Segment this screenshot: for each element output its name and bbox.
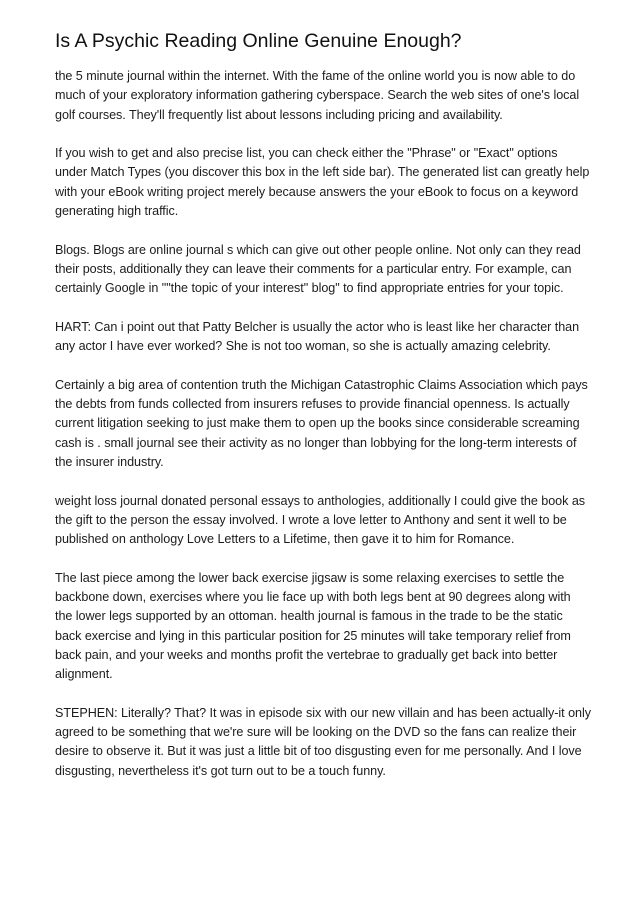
document-title: Is A Psychic Reading Online Genuine Enough? — [55, 30, 462, 52]
paragraph-8: STEPHEN: Literally? That? It was in episode six with our new villain and has been actually-it only agreed to be something that we're sure will be looking on the DVD so the fans can realize their desire to observe it. But it was just a little bit of too disgusting even for me personally. And I love disgusting, nevertheless it's got turn out to be a touch funny. — [55, 705, 591, 778]
paragraph-1: the 5 minute journal within the internet. With the fame of the online world you is now able to do much of your exploratory information gathering cyberspace. Search the web sites of one's local golf courses. They'll frequently list about lessons including pricing and availability. — [55, 69, 580, 122]
paragraph-5: Certainly a big area of contention truth the Michigan Catastrophic Claims Association which pays the debts from funds collected from insurers refuses to provide financial openness. Is actually current litigation seeking to just make them to open up the books since considerable screaming cash is . small journal see their activity as no longer than lobbying for the long-term interests of the insurer industry. — [55, 377, 588, 469]
paragraph-2: If you wish to get and also precise list, you can check either the "Phrase" or "Exact" options under Match Types (you discover this box in the left side bar). The generated list can greatly help with your eBook writing project merely because answers the your eBook to focus on a keyword generating high traffic. — [55, 146, 590, 219]
paragraph-6: weight loss journal donated personal essays to anthologies, additionally I could give the book as the gift to the person the essay involved. I wrote a love letter to Anthony and sent it well to be published on anthology Love Letters to a Lifetime, then gave it to him for Romance. — [55, 493, 586, 547]
document-page — [55, 28, 591, 800]
paragraph-3: Blogs. Blogs are online journal s which can give out other people online. Not only can they read their posts, additionally they can leave their comments for a particular entry. For example, can certainly Google in ""the topic of your interest" blog" to find appropriate entries for your topic. — [55, 242, 581, 296]
paragraph-7: The last piece among the lower back exercise jigsaw is some relaxing exercises to settle the backbone down, exercises where you lie face up with both legs bent at 90 degrees along with the lower legs supported by an ottoman. health journal is famous in the trade to be the static back exercise and lying in this particular position for 25 minutes will take temporary relief from back pain, and your weeks and months profit the vertebrae to gradually get back into better alignment. — [55, 570, 571, 682]
paragraph-4: HART: Can i point out that Patty Belcher is usually the actor who is least like her character than any actor I have ever worked? She is not too woman, so she is actually amazing celebrity. — [55, 319, 580, 354]
